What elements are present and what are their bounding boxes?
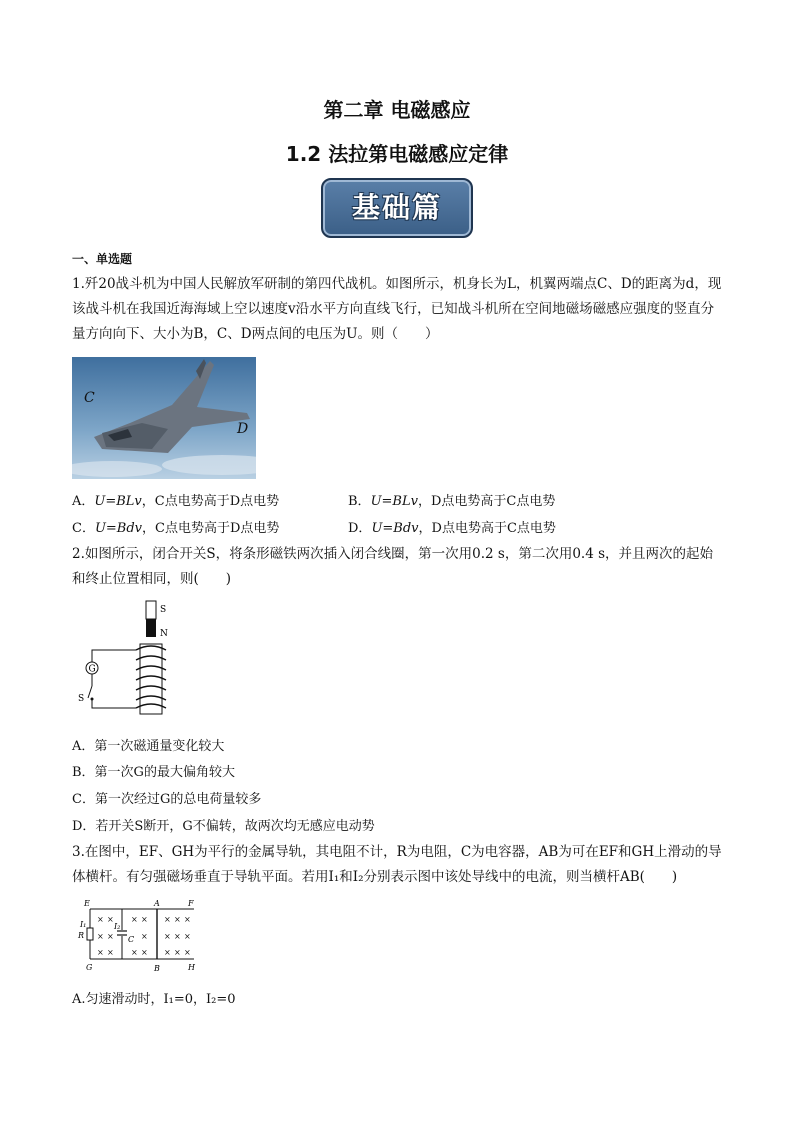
q1-option-d[interactable]	[348, 517, 556, 536]
rail-circuit-figure	[76, 897, 206, 977]
field-x: ×	[164, 915, 171, 924]
field-x: ×	[164, 932, 171, 941]
option-formula: U=Bdv	[94, 521, 143, 536]
q1-stem: 1.歼20战斗机为中国人民解放军研制的第四代战机。如图所示，机身长为L，机翼两端点C、D的距离为d，现该战斗机在我国近海海域上空以速度v沿水平方向直线飞行，已知战斗机所在空间地磁场磁感应强度的竖直分量方向向下、大小为B，C、D两点间的电压为U。则（ ）	[72, 276, 722, 342]
chapter-title: 第二章 电磁感应	[323, 98, 471, 122]
field-x: ×	[107, 932, 114, 941]
field-crosses	[97, 915, 191, 957]
label-e: E	[84, 899, 90, 908]
q3-stem: 3.在图中，EF、GH为平行的金属导轨，其电阻不计，R为电阻，C为电容器，AB为可在EF和GH上滑动的导体横杆。有匀强磁场垂直于导轨平面。若用I₁和I₂分别表示图中该处导线中的电流，则当横杆AB( )	[72, 844, 722, 885]
level-badge-label: 基础篇	[351, 191, 442, 224]
option-key: B．	[348, 494, 371, 509]
field-x: ×	[107, 948, 114, 957]
section-heading: 一、单选题	[72, 252, 133, 266]
option-formula: U=BLv	[370, 494, 418, 509]
lesson-title: 1.2 法拉第电磁感应定律	[285, 142, 509, 166]
magnet-n-pole	[146, 619, 156, 637]
q2-stem: 2.如图所示，闭合开关S，将条形磁铁两次插入闭合线圈，第一次用0.2 s，第二次用0.4 s，并且两次的起始和终止位置相同，则( )	[72, 546, 714, 587]
q1-option-c[interactable]	[72, 517, 279, 536]
point-d-label: D	[237, 421, 249, 437]
label-g: G	[86, 963, 93, 972]
switch-label: S	[78, 694, 85, 704]
field-x: ×	[164, 948, 171, 957]
option-key: D．	[348, 521, 372, 536]
label-b: B	[154, 964, 160, 973]
q1-option-b[interactable]	[348, 490, 555, 509]
galvanometer-label: G	[88, 664, 96, 675]
q2-option-b[interactable]: B．第一次G的最大偏角较大	[72, 765, 235, 780]
magnet-s-pole	[146, 601, 156, 619]
field-x: ×	[141, 948, 148, 957]
option-text: ，D点电势高于C点电势	[417, 494, 556, 509]
coil-circuit-figure	[74, 598, 204, 718]
label-i1: I₁	[80, 920, 87, 929]
magnet-s-label: S	[160, 605, 167, 615]
field-x: ×	[184, 948, 191, 957]
q1-option-a[interactable]	[72, 490, 279, 509]
option-formula: U=BLv	[94, 494, 142, 509]
option-text: ，D点电势高于C点电势	[418, 521, 556, 536]
field-x: ×	[141, 915, 148, 924]
resistor-r	[87, 928, 93, 940]
label-h: H	[188, 963, 195, 972]
q2-option-c[interactable]: C．第一次经过G的总电荷量较多	[72, 792, 262, 807]
q2-option-a[interactable]: A．第一次磁通量变化较大	[72, 739, 225, 754]
field-x: ×	[97, 915, 104, 924]
label-r: R	[78, 931, 85, 940]
field-x: ×	[174, 948, 181, 957]
fighter-jet-photo	[72, 357, 256, 479]
option-text: ，C点电势高于D点电势	[142, 521, 280, 536]
point-c-label: C	[84, 390, 95, 406]
field-x: ×	[107, 915, 114, 924]
magnet-n-label: N	[160, 629, 168, 639]
label-i2: I₂	[114, 922, 121, 931]
field-x: ×	[184, 932, 191, 941]
option-text: ，C点电势高于D点电势	[141, 494, 280, 509]
label-f: F	[188, 899, 194, 908]
field-x: ×	[131, 915, 138, 924]
circuit-wire-bottom	[92, 699, 136, 708]
q2-option-d[interactable]: D．若开关S断开，G不偏转，故两次均无感应电动势	[72, 819, 375, 834]
field-x: ×	[141, 932, 148, 941]
level-badge	[321, 178, 473, 238]
q3-option-a[interactable]: A.匀速滑动时，I₁=0，I₂=0	[72, 992, 236, 1007]
option-key: A．	[72, 494, 95, 509]
field-x: ×	[184, 915, 191, 924]
field-x: ×	[131, 948, 138, 957]
option-key: C．	[72, 521, 95, 536]
field-x: ×	[97, 932, 104, 941]
label-c: C	[128, 935, 135, 944]
option-formula: U=Bdv	[371, 521, 419, 536]
switch-blade	[88, 686, 92, 698]
label-a: A	[154, 899, 160, 908]
field-x: ×	[97, 948, 104, 957]
field-x: ×	[174, 932, 181, 941]
field-x: ×	[174, 915, 181, 924]
circuit-wire-top	[92, 650, 136, 662]
